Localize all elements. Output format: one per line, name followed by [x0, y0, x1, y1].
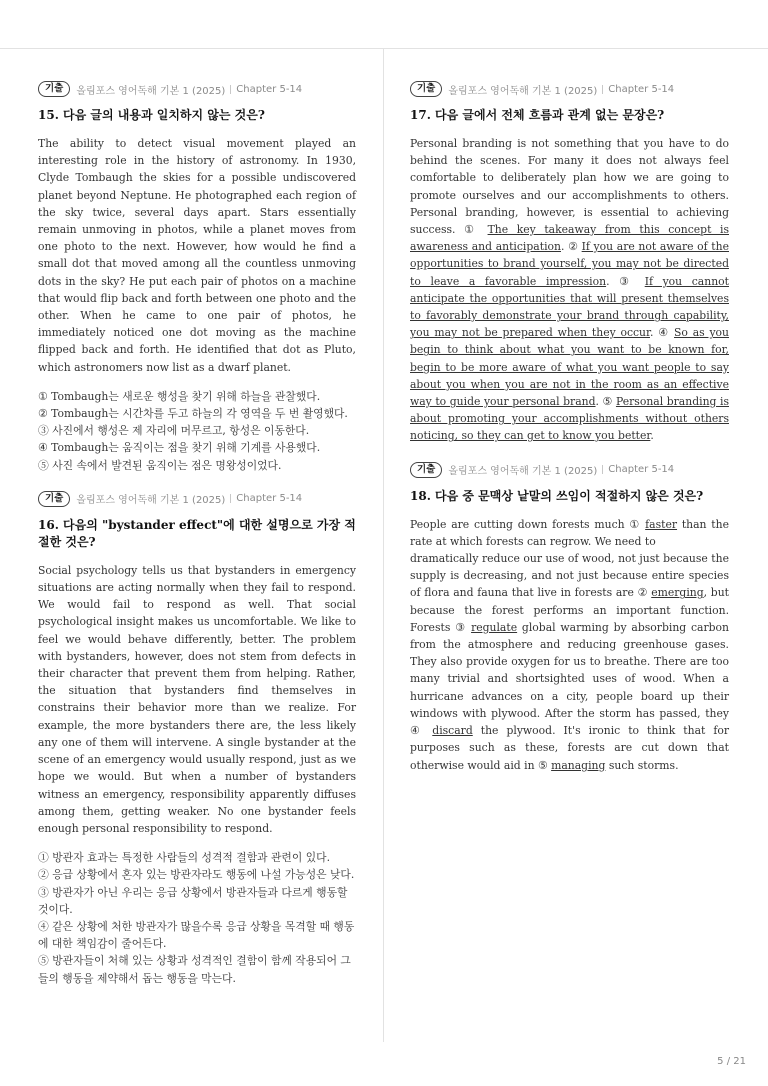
question-17	[410, 80, 729, 445]
meta-separator	[230, 85, 231, 94]
answer-options	[38, 849, 356, 987]
passage-intro: Personal branding is not something that you have to do behind the scenes. For many it does not always feel comfortable to deliberately plan how we are going to promote ourselves and our accomplishments to others. Personal branding, however, is essential to achieving success.	[410, 137, 729, 237]
meta-separator	[602, 85, 603, 94]
answer-option[interactable]: ① Tombaugh는 새로운 행성을 찾기 위해 하늘을 관찰했다.	[38, 389, 321, 403]
passage-text: such storms.	[608, 758, 679, 772]
question-meta	[410, 80, 729, 98]
answer-option[interactable]: ① 방관자 효과는 특정한 사람들의 성격적 결함과 관련이 있다.	[38, 851, 330, 865]
answer-options	[38, 388, 356, 474]
passage-text: than the rate at which forests can regrow. We need to	[410, 517, 729, 548]
left-column	[38, 80, 356, 1003]
sentence-2: If you are not aware of the opportunities to brand yourself, you may not be directed to leave a favorable impression	[410, 240, 729, 288]
sentence-marker: ③	[619, 274, 636, 288]
meta-separator	[230, 494, 231, 503]
question-passage	[410, 516, 729, 774]
chapter-label: Chapter 5-14	[608, 83, 675, 95]
word-marker: ⑤	[537, 758, 548, 772]
past-exam-badge: 기출	[38, 81, 70, 97]
question-16	[38, 490, 356, 987]
question-title: 17. 다음 글에서 전체 흐름과 관계 없는 문장은?	[410, 108, 665, 122]
question-18	[410, 461, 729, 774]
word-marker: ③	[455, 620, 467, 634]
question-meta	[38, 490, 356, 508]
target-word-4: discard	[432, 724, 473, 738]
word-marker: ②	[637, 586, 648, 600]
question-passage: Personal branding is not something that you have to do behind the scenes. For many it does not always feel comfortable to deliberately plan how we are going to promote ourselves and our accomplishments to others. Personal branding, however, is essential to achieving success. ① The key takeaway from this concept is awareness and anticipation. ② If you are not aware of the opportunities to brand yourself, you may not be directed to leave a favorable impression. ③ If you cannot anticipate the opportunities that will present themselves to favorably demonstrate your brand through capability, you may not be prepared when they occur. ④ So as you begin to think about what you want to be known for, begin to be more aware of what you want people to say about you when you are not in the room as an effective way to guide your personal brand. ⑤ Personal branding is about promoting your accomplishments without others noticing, so they can get to know you better.	[410, 137, 729, 443]
question-passage: Social psychology tells us that bystanders in emergency situations are acting normally when they fail to respond. We would fail to respond as well. That social psychological insight makes us uncomfortable. We like to feel we would behave differently, better. The problem with bystanders, however, does not stem from defects in their character that prevent them from helping. Rather, the situation that bystanders find themselves in constrains their behavior more than we realize. For example, the more bystanders there are, the less likely any one of them will intervene. A single bystander at the scene of an emergency would usually respond, just as we hope we would. But when a number of bystanders witness an emergency, responsibility apparently diffuses among them, getting weaker. No one bystander feels enough personal responsibility to respond.	[38, 563, 356, 835]
passage-text: global warming by absorbing carbon from the atmosphere and reducing greenhouse gases. They also provide oxygen for us to breathe. There are too many trivial and shortsighted uses of wood. When a hurricane advances on a city, people board up their windows with plywood. After the storm has passed, they	[410, 620, 730, 720]
target-word-5: managing	[551, 758, 606, 772]
column-divider	[383, 48, 384, 1042]
answer-option[interactable]: ② Tombaugh는 시간차를 두고 하늘의 각 영역을 두 번 촬영했다.	[38, 407, 348, 421]
question-15	[38, 80, 356, 474]
word-marker: ①	[629, 517, 641, 531]
chapter-label: Chapter 5-14	[236, 83, 303, 95]
answer-option[interactable]: ⑤ 방관자들이 처해 있는 상황과 성격적인 결함이 함께 작용되어 그들의 행동을 제약해서 돕는 행동을 막는다.	[38, 954, 351, 985]
source-label: 올림포스 영어독해 기본 1 (2025)	[76, 495, 226, 507]
sentence-marker: ②	[568, 240, 578, 254]
sentence-marker: ④	[658, 326, 670, 340]
passage-text: , but because the forest performs an important function. Forests	[410, 586, 729, 634]
sentence-marker: ①	[464, 223, 479, 237]
answer-option[interactable]: ③ 사진에서 행성은 제 자리에 머무르고, 항성은 이동한다.	[38, 424, 310, 438]
question-title: 18. 다음 중 문맥상 낱말의 쓰임이 적절하지 않은 것은?	[410, 488, 704, 503]
right-column	[410, 80, 729, 790]
chapter-label: Chapter 5-14	[236, 493, 303, 505]
sentence-1: The key takeaway from this concept is awareness and anticipation	[410, 223, 729, 254]
source-label: 올림포스 영어독해 기본 1 (2025)	[76, 85, 226, 97]
past-exam-badge: 기출	[38, 491, 70, 507]
page-number: 5 / 21	[717, 1056, 746, 1067]
question-meta	[38, 80, 356, 98]
source-label: 올림포스 영어독해 기본 1 (2025)	[448, 85, 598, 97]
answer-option[interactable]: ③ 방관자가 아닌 우리는 응급 상황에서 방관자들과 다르게 행동할 것이다.	[38, 885, 348, 916]
word-marker: ④	[410, 724, 425, 738]
question-meta	[410, 461, 729, 479]
sentence-5: Personal branding is about promoting your accomplishments without others noticing, so they can get to know you better	[410, 395, 729, 443]
question-title: 16. 다음의 "bystander effect"에 대한 설명으로 가장 적절한 것은?	[38, 517, 356, 549]
header-rule	[0, 48, 768, 49]
target-word-1: faster	[645, 517, 678, 531]
answer-option[interactable]: ④ 같은 상황에 처한 방관자가 많을수록 응급 상황을 목격할 때 행동에 대한 책임감이 줄어든다.	[38, 919, 355, 951]
passage-text: the plywood. It's ironic to think that for purposes such as these, forests are cut down that otherwise would aid in	[410, 724, 730, 772]
sentence-4: So as you begin to think about what you want to be known for, begin to be more aware of what you want people to say about you when you are not in the room as an effective way to guide your personal brand	[410, 326, 729, 409]
chapter-label: Chapter 5-14	[608, 464, 675, 476]
source-label: 올림포스 영어독해 기본 1 (2025)	[448, 466, 598, 478]
target-word-3: regulate	[471, 620, 518, 634]
question-title: 15. 다음 글의 내용과 일치하지 않는 것은?	[38, 108, 265, 122]
past-exam-badge: 기출	[410, 81, 442, 97]
sentence-marker: ⑤	[602, 395, 613, 409]
answer-option[interactable]: ② 응급 상황에서 혼자 있는 방관자라도 행동에 나설 가능성은 낮다.	[38, 868, 355, 882]
meta-separator	[602, 465, 603, 474]
answer-option[interactable]: ④ Tombaugh는 움직이는 점을 찾기 위해 기계를 사용했다.	[38, 441, 321, 455]
answer-option[interactable]: ⑤ 사진 속에서 발견된 움직이는 점은 명왕성이었다.	[38, 458, 282, 472]
passage-text: dramatically reduce our use of wood, not just because the supply is decreasing, and not just because entire species of flora and fauna that live in forests are	[410, 552, 729, 600]
question-passage: The ability to detect visual movement played an interesting role in the history of astronomy. In 1930, Clyde Tombaugh the skies for a possible undiscovered planet beyond Neptune. He photographed each region of the sky twice, several days apart. Stars essentially remain unmoving in photos, while a planet moves from one photo to the next. However, how would he find a small dot that moved among all the countless unmoving dots in the sky? He put each pair of photos on a machine that would flip back and forth between one photo and the other. When he came to one pair of photos, he immediately noticed one dot moving as the machine flipped back and forth. He identified that dot as Pluto, which astronomers now list as a dwarf planet.	[38, 137, 356, 374]
past-exam-badge: 기출	[410, 462, 442, 478]
target-word-2: emerging	[651, 586, 704, 600]
passage-text: People are cutting down forests much	[410, 517, 625, 531]
sentence-3: If you cannot anticipate the opportunities that will present themselves to favorably demonstrate your brand through capability, you may not be prepared when they occur	[410, 274, 729, 340]
